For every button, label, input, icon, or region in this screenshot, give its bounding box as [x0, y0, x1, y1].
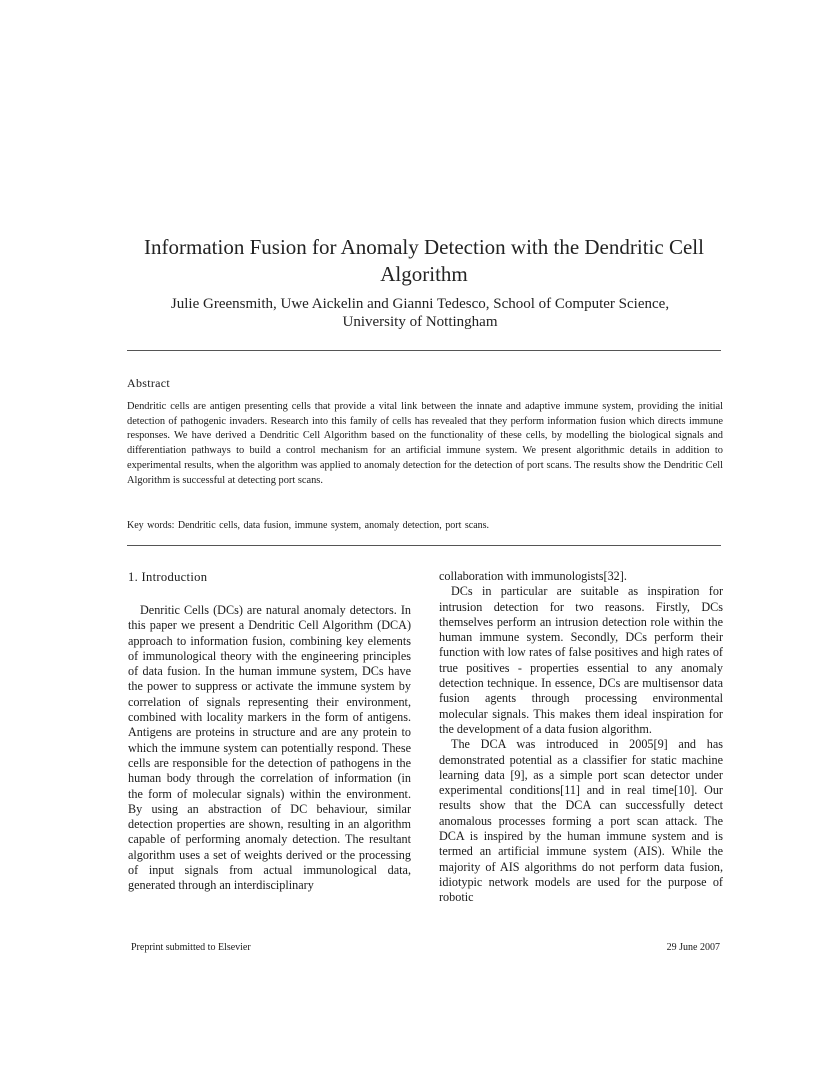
abstract-text: Dendritic cells are antigen presenting cells that provide a vital link between the innate and adaptive immune system, providing the initial detection of pathogenic invaders. Research into this family of cells has revealed that they perform information fusion which directs immune responses. We have derived a Dendritic Cell Algorithm based on the functionality of these cells, by modelling the biological signals and differentiation pathways to build a control mechanism for an artificial immune system. We present algorithmic details in addition to experimental results, when the algorithm was applied to anomaly detection for the detection of port scans. The results show the Dendritic Cell Algorithm is successful at detecting port scans. [127, 401, 723, 486]
right-column [439, 569, 723, 906]
section-heading: 1. Introduction [128, 570, 208, 584]
abstract-heading: Abstract [127, 376, 171, 390]
dca-history-paragraph: The DCA was introduced in 2005[9] and has demonstrated potential as a classifier for static machine learning data [9], as a simple port scan detector under experimental conditions[11] and in real time[10]. Our results show that the DCA can successfully detect anomalous processes forming a port scan attack. The DCA is inspired by the human immune system and is termed an artificial immune system (AIS). While the majority of AIS algorithms do not perform data fusion, idiotypic network models are used for the purpose of robotic [439, 737, 723, 905]
affiliation-line: University of Nottingham [342, 314, 498, 330]
left-column [128, 603, 411, 894]
preprint-note: Preprint submitted to Elsevier [131, 942, 251, 953]
dc-inspiration-paragraph: DCs in particular are suitable as inspiration for intrusion detection for two reasons. Firstly, DCs themselves perform an intrusion detection role within the human immune system. Secondly, DCs perform their function with low rates of false positives and high rates of true positives - properties essential to any anomaly detection technique. In essence, DCs are multisensor data fusion agents through processing environmental molecular signals. This makes them ideal inspiration for the development of a data fusion algorithm. [439, 584, 723, 736]
keywords-line: Key words: Dendritic cells, data fusion, immune system, anomaly detection, port scans. [127, 520, 490, 531]
author-block [120, 295, 720, 331]
date-note: 29 June 2007 [666, 942, 720, 953]
bottom-divider [127, 545, 721, 546]
top-divider [127, 350, 721, 351]
paper-title: Information Fusion for Anomaly Detection with the Dendritic Cell Algorithm [144, 235, 704, 286]
intro-paragraph: Denritic Cells (DCs) are natural anomaly detectors. In this paper we present a Dendritic Cell Algorithm (DCA) approach to information fusion, combining key elements of immunological theory with the engineering principles of data fusion. In the human immune system, DCs have the power to suppress or activate the immune system by correlation of signals representing their environment, combined with locality markers in the form of antigens. Antigens are proteins in structure and are any protein to which the immune system can potentially respond. These cells are responsible for the detection of pathogens in the human body through the correlation of information (in the form of molecular signals) within the environment. By using an abstraction of DC behaviour, similar detection properties are shown, resulting in an algorithm capable of performing anomaly detection. The resultant algorithm uses a set of weights derived or the processing of input signals from actual immunological data, generated through an interdisciplinary [128, 603, 411, 893]
continuation-line: collaboration with immunologists[32]. [439, 569, 627, 583]
authors-line: Julie Greensmith, Uwe Aickelin and Gianni Tedesco, School of Computer Science, [170, 296, 670, 312]
